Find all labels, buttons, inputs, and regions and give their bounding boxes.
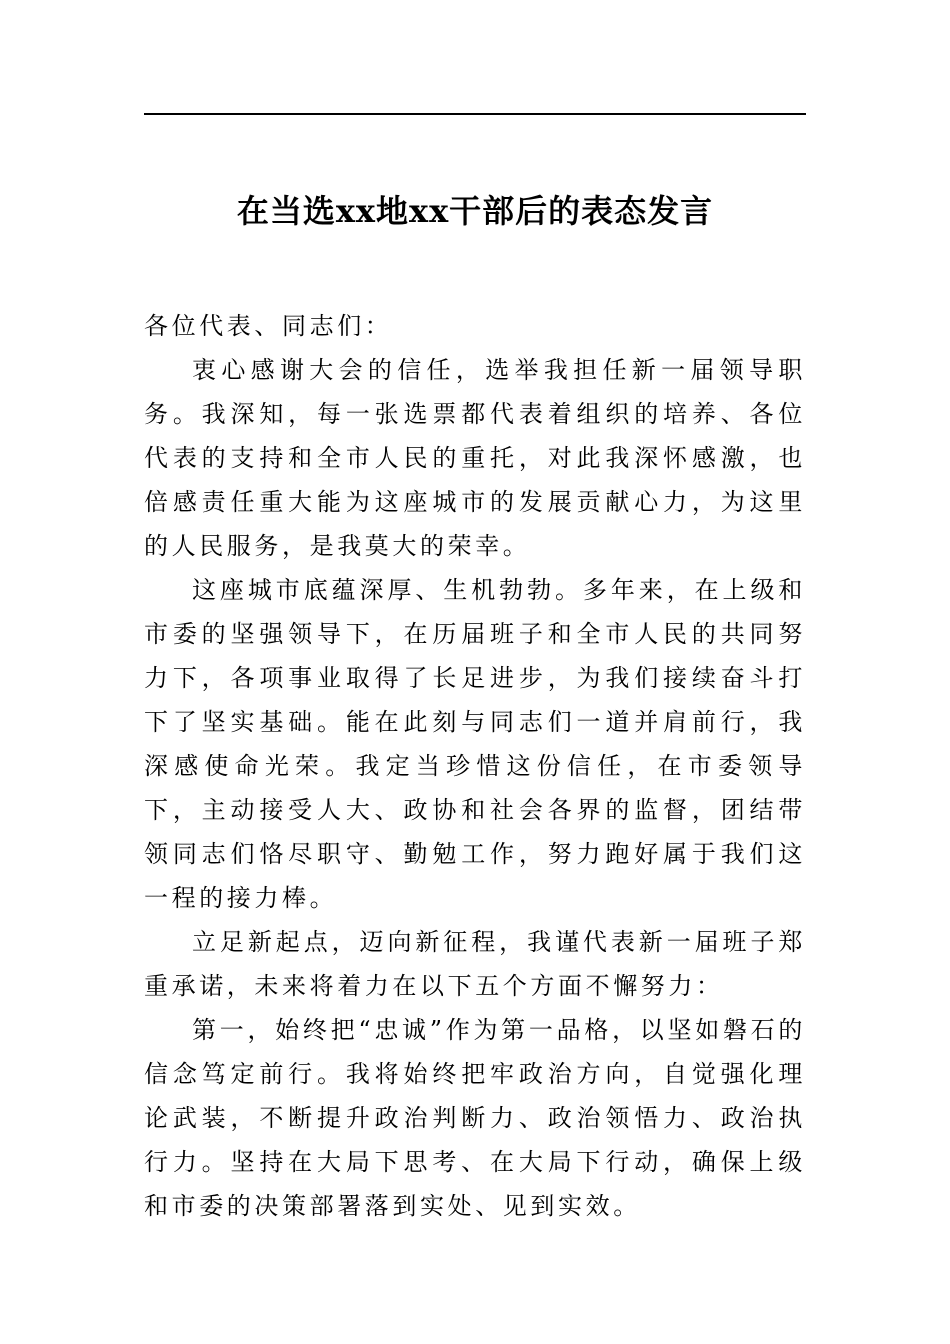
paragraph-city: 这座城市底蕴深厚、生机勃勃。多年来，在上级和市委的坚强领导下，在历届班子和全市人民的共同努力下，各项事业取得了长足进步，为我们接续奋斗打下了坚实基础。能在此刻与同志们一道并肩前行，我深感使命光荣。我定当珍惜这份信任，在市委领导下，主动接受人大、政协和社会各界的监督，团结带领同志们恪尽职守、勤勉工作，努力跑好属于我们这一程的接力棒。 xyxy=(144,576,806,912)
document-title: 在当选xx地xx干部后的表态发言 xyxy=(236,192,714,230)
paragraph-commitment: 立足新起点，迈向新征程，我谨代表新一届班子郑重承诺，未来将着力在以下五个方面不懈努力： xyxy=(144,928,806,1000)
paragraph-first-point: 第一，始终把“忠诚”作为第一品格，以坚如磐石的信念笃定前行。我将始终把牢政治方向，自觉强化理论武装，不断提升政治判断力、政治领悟力、政治执行力。坚持在大局下思考、在大局下行动，确保上级和市委的决策部署落到实处、见到实效。 xyxy=(144,1016,806,1220)
document-body xyxy=(144,304,806,1228)
salutation: 各位代表、同志们： xyxy=(144,312,393,340)
paragraph-thanks: 衷心感谢大会的信任，选举我担任新一届领导职务。我深知，每一张选票都代表着组织的培养、各位代表的支持和全市人民的重托，对此我深怀感激，也倍感责任重大能为这座城市的发展贡献心力，为这里的人民服务，是我莫大的荣幸。 xyxy=(144,356,806,560)
header-rule xyxy=(144,113,806,115)
